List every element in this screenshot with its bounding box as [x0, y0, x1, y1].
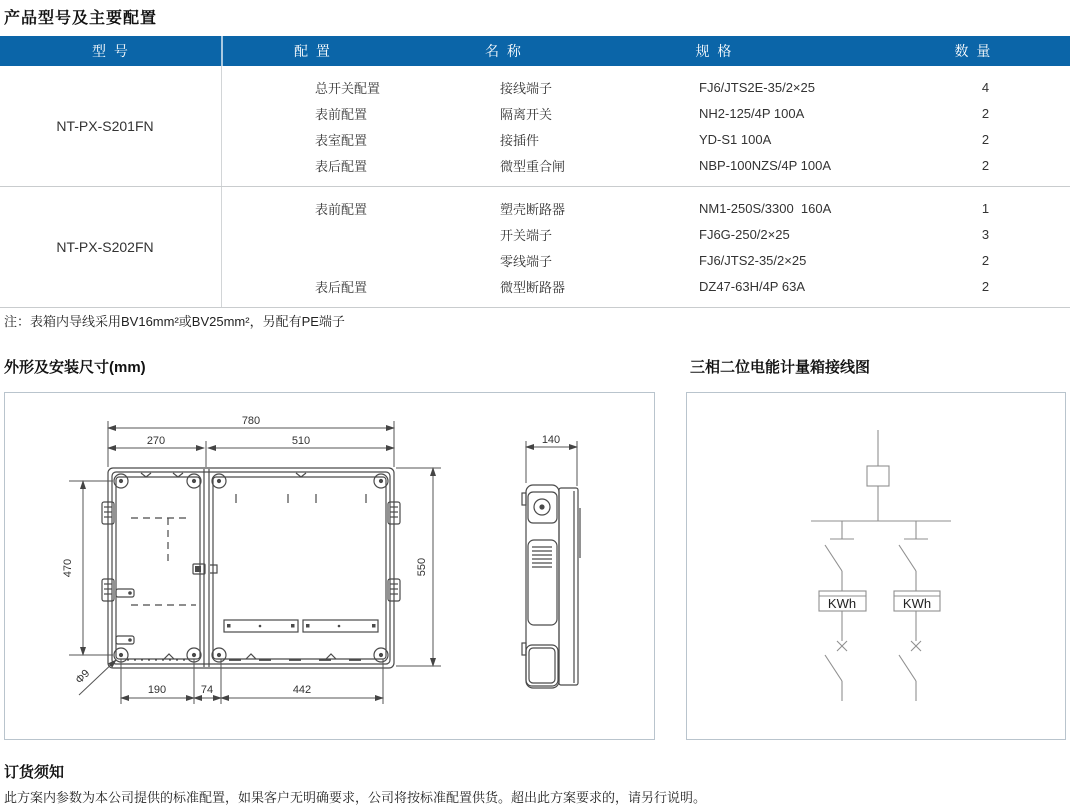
page-title: 产品型号及主要配置 [4, 10, 158, 27]
branch-circuit-1 [819, 521, 866, 701]
model-number: NT-PX-S202FN [56, 239, 154, 255]
model-number: NT-PX-S201FN [56, 118, 154, 134]
dimension-lines [69, 421, 577, 704]
cell-qty: 2 [981, 278, 990, 294]
table-row [222, 152, 1070, 178]
cell-name: 接线端子 [500, 80, 553, 96]
front-view-drawing [102, 468, 400, 668]
dim-470: 470 [62, 558, 74, 578]
cell-qty: 2 [981, 131, 990, 147]
dim-442: 442 [292, 684, 312, 696]
vent-slots [532, 547, 552, 567]
cell-name: 隔离开关 [500, 106, 553, 122]
table-row [222, 74, 1070, 100]
cell-name: 开关端子 [500, 227, 553, 243]
col-header-name: 名 称 [485, 43, 523, 59]
cell-spec: NBP-100NZS/4P 100A [699, 157, 831, 173]
cell-config: 表室配置 [315, 132, 368, 148]
mounting-screws [114, 474, 388, 662]
cell-config: 表后配置 [315, 158, 368, 174]
door-hinges [102, 502, 400, 601]
table-row [222, 247, 1070, 273]
cell-spec: NH2-125/4P 100A [699, 105, 805, 121]
table-row [222, 273, 1070, 299]
wiring-section-title: 三相二位电能计量箱接线图 [690, 359, 871, 376]
cell-spec: FJ6G-250/2×25 [699, 226, 790, 242]
dim-780: 780 [241, 415, 261, 427]
header-column-divider [221, 36, 223, 66]
dim-hole-diameter: Φ9 [73, 667, 93, 687]
configuration-table [0, 36, 1070, 308]
dim-140: 140 [541, 434, 561, 446]
dimensions-section-title: 外形及安装尺寸(mm) [4, 359, 146, 376]
cell-qty: 2 [981, 252, 990, 268]
dim-74: 74 [200, 684, 214, 696]
cell-spec: DZ47-63H/4P 63A [699, 278, 805, 294]
col-header-spec: 规 格 [695, 43, 734, 59]
cell-qty: 4 [981, 79, 990, 95]
main-switch-symbol [867, 466, 889, 486]
table-row [222, 221, 1070, 247]
col-header-config: 配 置 [294, 43, 332, 59]
cell-qty: 1 [981, 200, 990, 216]
cell-name: 零线端子 [500, 253, 553, 269]
cell-config: 表前配置 [315, 201, 368, 217]
cell-config: 总开关配置 [315, 80, 381, 96]
table-row [222, 100, 1070, 126]
cell-name: 塑壳断路器 [500, 201, 566, 217]
table-footnote: 注：表箱内导线采用BV16mm²或BV25mm²，另配有PE端子 [4, 314, 345, 329]
cell-spec: FJ6/JTS2E-35/2×25 [699, 79, 815, 95]
meter-kwh-label: KWh [827, 596, 857, 611]
dim-550: 550 [416, 557, 428, 577]
branch-circuit-2 [894, 521, 940, 701]
cell-spec: FJ6/JTS2-35/2×25 [699, 252, 807, 268]
cell-name: 微型重合闸 [500, 158, 566, 174]
table-row [222, 195, 1070, 221]
table-header-row [0, 36, 1070, 66]
cell-name: 微型断路器 [500, 279, 566, 295]
model-group-2 [0, 187, 1070, 308]
dim-270: 270 [146, 435, 166, 447]
outline-dimensions-panel [4, 392, 655, 740]
cell-config: 表后配置 [315, 279, 368, 295]
model-group-1 [0, 66, 1070, 187]
meter-window-dashed-lines [131, 518, 196, 605]
wiring-diagram-panel [686, 392, 1066, 740]
ordering-notes-text: 此方案内参数为本公司提供的标准配置，如果客户无明确要求，公司将按标准配置供货。超出此方案要求的，请另行说明。 [4, 790, 707, 805]
dim-190: 190 [147, 684, 167, 696]
table-row [222, 126, 1070, 152]
side-view-drawing [522, 485, 580, 688]
cell-spec: NM1-250S/3300 160A [699, 200, 832, 216]
dimension-labels [62, 415, 560, 696]
dim-510: 510 [291, 435, 311, 447]
col-header-qty: 数 量 [954, 43, 993, 59]
col-header-model: 型 号 [92, 43, 130, 59]
wiring-diagram [687, 393, 1065, 739]
ordering-section-title: 订货须知 [4, 764, 65, 781]
outline-dimensions-drawing [5, 393, 654, 739]
meter-kwh-label: KWh [902, 596, 932, 611]
cell-config: 表前配置 [315, 106, 368, 122]
cell-qty: 2 [981, 105, 990, 121]
cell-name: 接插件 [500, 132, 540, 148]
cell-qty: 3 [981, 226, 990, 242]
cell-qty: 2 [981, 157, 990, 173]
cell-spec: YD-S1 100A [699, 131, 772, 147]
terminal-strips [224, 620, 378, 632]
